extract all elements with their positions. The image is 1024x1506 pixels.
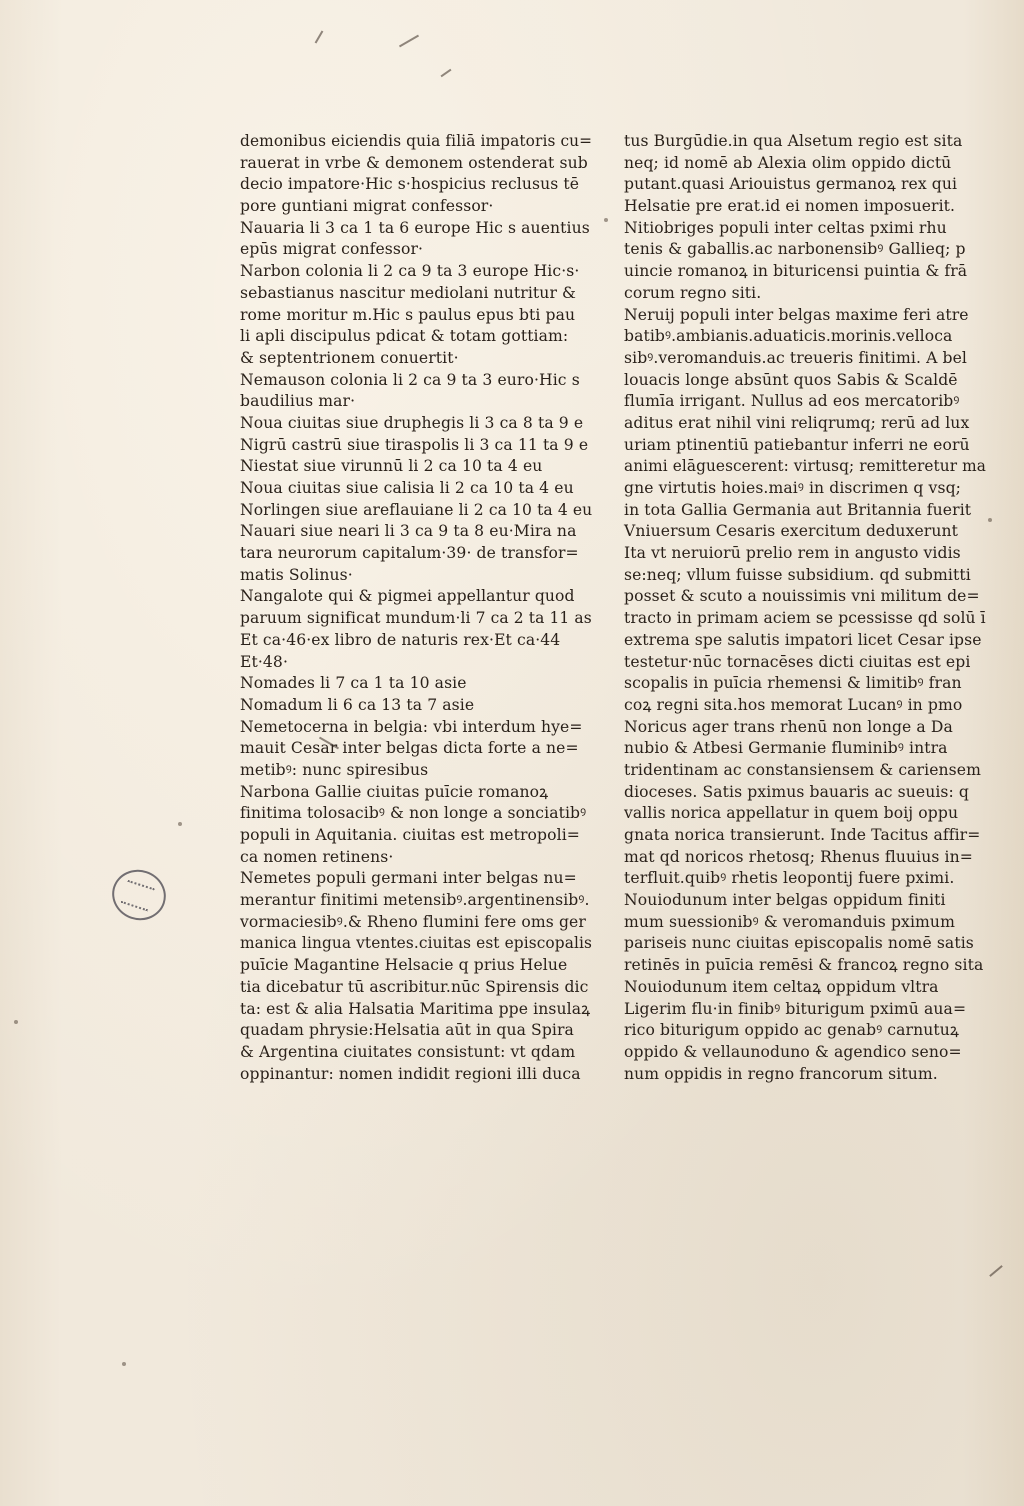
text-line: metibꝰ: nunc spiresibus	[240, 760, 429, 779]
text-line: oppinantur: nomen indidit regioni illi duca	[240, 1064, 581, 1083]
text-line: manica lingua vtentes.ciuitas est episcopalis	[240, 934, 593, 953]
text-line: dioceses. Satis pximus bauaris ac sueuis: q	[624, 782, 970, 801]
text-line: demonibus eiciendis quia filiā impatoris cu=	[240, 132, 593, 150]
text-line: gne virtutis hoies.maiꝰ in discrimen q vsq;	[624, 479, 962, 497]
text-line: batibꝰ.ambianis.aduaticis.morinis.velloca	[624, 327, 953, 346]
ink-mark	[399, 35, 419, 48]
text-line: Neruij populi inter belgas maxime feri atre	[624, 305, 969, 324]
text-line: & Argentina ciuitates consistunt: vt qdam	[240, 1042, 576, 1061]
text-line: louacis longe absūnt quos Sabis & Scaldē	[624, 370, 958, 389]
text-line: Noua ciuitas siue druphegis li 3 ca 8 ta 9 e	[240, 413, 584, 432]
text-line: sibꝰ.veromanduis.ac treueris finitimi. A bel	[624, 348, 968, 367]
text-line: Et ca·46·ex libro de naturis rex·Et ca·44	[240, 630, 561, 649]
ink-mark	[441, 69, 452, 78]
text-line: gnata norica transierunt. Inde Tacitus affir=	[624, 826, 981, 844]
ink-mark	[989, 1265, 1003, 1277]
text-line: uriam ptinentiū patiebantur inferri ne eorū	[624, 435, 970, 454]
text-line: baudilius mar·	[240, 392, 356, 411]
text-line: uincie romanoꝝ in bituricensi puintia & frā	[624, 262, 968, 281]
text-line: & septentrionem conuertit·	[240, 348, 459, 367]
text-line: vormaciesibꝰ.& Rheno flumini fere oms ger	[240, 912, 586, 931]
ink-speck	[122, 1362, 126, 1366]
text-line: merantur finitimi metensibꝰ.argentinensibꝰ.	[240, 891, 590, 910]
text-line: sebastianus nascitur mediolani nutritur &	[240, 283, 577, 302]
text-line: puīcie Magantine Helsacie q prius Helue	[240, 956, 568, 975]
text-line: Vniuersum Cesaris exercitum deduxerunt	[624, 522, 959, 541]
text-line: putant.quasi Ariouistus germanoꝝ rex qui	[624, 175, 958, 194]
text-line: retinēs in puīcia remēsi & francoꝝ regno sita	[624, 956, 984, 975]
text-line: Nitiobriges populi inter celtas pximi rhu	[624, 218, 947, 237]
text-line: Nangalote qui & pigmei appellantur quod	[240, 587, 575, 606]
text-line: Noua ciuitas siue calisia li 2 ca 10 ta 4 eu	[240, 479, 574, 497]
text-line: rome moritur m.Hic s paulus epus bti pau	[240, 305, 576, 324]
text-line: nubio & Atbesi Germanie fluminibꝰ intra	[624, 739, 948, 758]
text-line: vallis norica appellatur in quem boij oppu	[624, 804, 959, 823]
text-line: Nigrū castrū siue tiraspolis li 3 ca 11 ta 9 e	[240, 435, 589, 454]
text-line: corum regno siti.	[624, 283, 762, 302]
text-line: Helsatie pre erat.id ei nomen imposuerit.	[624, 197, 956, 216]
text-line: ca nomen retinens·	[240, 847, 394, 866]
library-stamp	[106, 863, 173, 927]
ink-speck	[604, 218, 608, 222]
text-line: paruum significat mundum·li 7 ca 2 ta 11 as	[240, 609, 592, 628]
text-line: populi in Aquitania. ciuitas est metropoli=	[240, 826, 580, 844]
text-line: Nouiodunum inter belgas oppidum finiti	[624, 891, 946, 910]
text-line: Nomades li 7 ca 1 ta 10 asie	[240, 674, 467, 693]
text-line: Nouiodunum item celtaꝝ oppidum vltra	[624, 977, 939, 996]
text-line: Nemetocerna in belgia: vbi interdum hye=	[240, 717, 583, 736]
text-line: decio impatore·Hic s·hospicius reclusus tē	[240, 175, 580, 194]
ink-speck	[178, 822, 182, 826]
text-line: oppido & vellaunoduno & agendico seno=	[624, 1042, 962, 1061]
text-line: tracto in primam aciem se pcessisse qd solū ī	[624, 609, 986, 628]
right-text-column	[624, 131, 986, 1085]
text-line: animi elāguescerent: virtusq; remitteretur ma	[624, 457, 986, 476]
text-line: tridentinam ac constansiensem & cariensem	[624, 760, 981, 779]
text-line: Et·48·	[240, 652, 289, 671]
text-line: terfluit.quibꝰ rhetis leopontij fuere pximi.	[624, 869, 955, 888]
text-line: Noricus ager trans rhenū non longe a Da	[624, 717, 953, 736]
text-line: neq; id nomē ab Alexia olim oppido dictū	[624, 153, 952, 172]
ink-speck	[14, 1020, 18, 1024]
text-line: in tota Gallia Germania aut Britannia fuerit	[624, 500, 972, 519]
text-line: Nemauson colonia li 2 ca 9 ta 3 euro·Hic s	[240, 370, 580, 389]
text-line: num oppidis in regno francorum situm.	[624, 1064, 938, 1083]
text-line: tia dicebatur tū ascribitur.nūc Spirensis dic	[240, 977, 589, 996]
text-line: Norlingen siue areflauiane li 2 ca 10 ta 4 eu	[240, 500, 593, 519]
text-line: pore guntiani migrat confessor·	[240, 197, 494, 216]
text-line: se:neq; vllum fuisse subsidium. qd submitti	[624, 565, 971, 584]
text-line: mum suessionibꝰ & veromanduis pximum	[624, 912, 955, 931]
text-line: testetur·nūc tornacēses dicti ciuitas est epi	[624, 652, 971, 671]
text-line: flumīa irrigant. Nullus ad eos mercatoribꝰ	[624, 392, 960, 411]
left-text-column	[240, 131, 592, 1085]
text-line: Narbon colonia li 2 ca 9 ta 3 europe Hic·s·	[240, 262, 580, 281]
text-line: tara neurorum capitalum·39· de transfor=	[240, 544, 579, 563]
text-line: quadam phrysie:Helsatia aūt in qua Spira	[240, 1021, 574, 1040]
text-line: extrema spe salutis impatori licet Cesar ipse	[624, 630, 982, 649]
text-line: coꝝ regni sita.hos memorat Lucanꝰ in pmo	[624, 695, 963, 714]
text-line: finitima tolosacibꝰ & non longe a sonciatibꝰ	[240, 804, 587, 823]
text-line: mat qd noricos rhetosq; Rhenus fluuius in=	[624, 847, 973, 866]
text-line: posset & scuto a nouissimis vni militum de=	[624, 587, 980, 606]
text-line: ta: est & alia Halsatia Maritima ppe insulaꝝ	[240, 999, 591, 1018]
text-line: matis Solinus·	[240, 565, 353, 584]
text-line: li apli discipulus pdicat & totam gottiam:	[240, 327, 569, 346]
text-line: Niestat siue virunnū li 2 ca 10 ta 4 eu	[240, 457, 543, 476]
text-line: epūs migrat confessor·	[240, 240, 424, 259]
text-line: mauit Cesar inter belgas dicta forte a ne=	[240, 739, 579, 758]
text-line: Ligerim flu·in finibꝰ biturigum pximū aua=	[624, 999, 967, 1018]
text-line: Nomadum li 6 ca 13 ta 7 asie	[240, 695, 475, 714]
text-line: pariseis nunc ciuitas episcopalis nomē satis	[624, 934, 974, 953]
text-line: Ita vt neruiorū prelio rem in angusto vidis	[624, 544, 961, 563]
text-line: tenis & gaballis.ac narbonensibꝰ Gallieq; p	[624, 240, 966, 259]
ink-mark	[315, 30, 324, 43]
text-line: aditus erat nihil vini reliqrumq; rerū ad lux	[624, 413, 970, 432]
text-line: rico biturigum oppido ac genabꝰ carnutuꝝ	[624, 1021, 960, 1040]
text-line: scopalis in puīcia rhemensi & limitibꝰ fran	[624, 674, 962, 693]
text-line: Nauari siue neari li 3 ca 9 ta 8 eu·Mira na	[240, 522, 577, 541]
text-line: rauerat in vrbe & demonem ostenderat sub	[240, 153, 588, 172]
text-line: Narbona Gallie ciuitas puīcie romanoꝝ	[240, 782, 549, 801]
text-line: Nemetes populi germani inter belgas nu=	[240, 869, 577, 888]
ink-speck	[988, 518, 992, 522]
text-line: Nauaria li 3 ca 1 ta 6 europe Hic s auentius	[240, 218, 590, 237]
text-line: tus Burgūdie.in qua Alsetum regio est sita	[624, 132, 963, 150]
